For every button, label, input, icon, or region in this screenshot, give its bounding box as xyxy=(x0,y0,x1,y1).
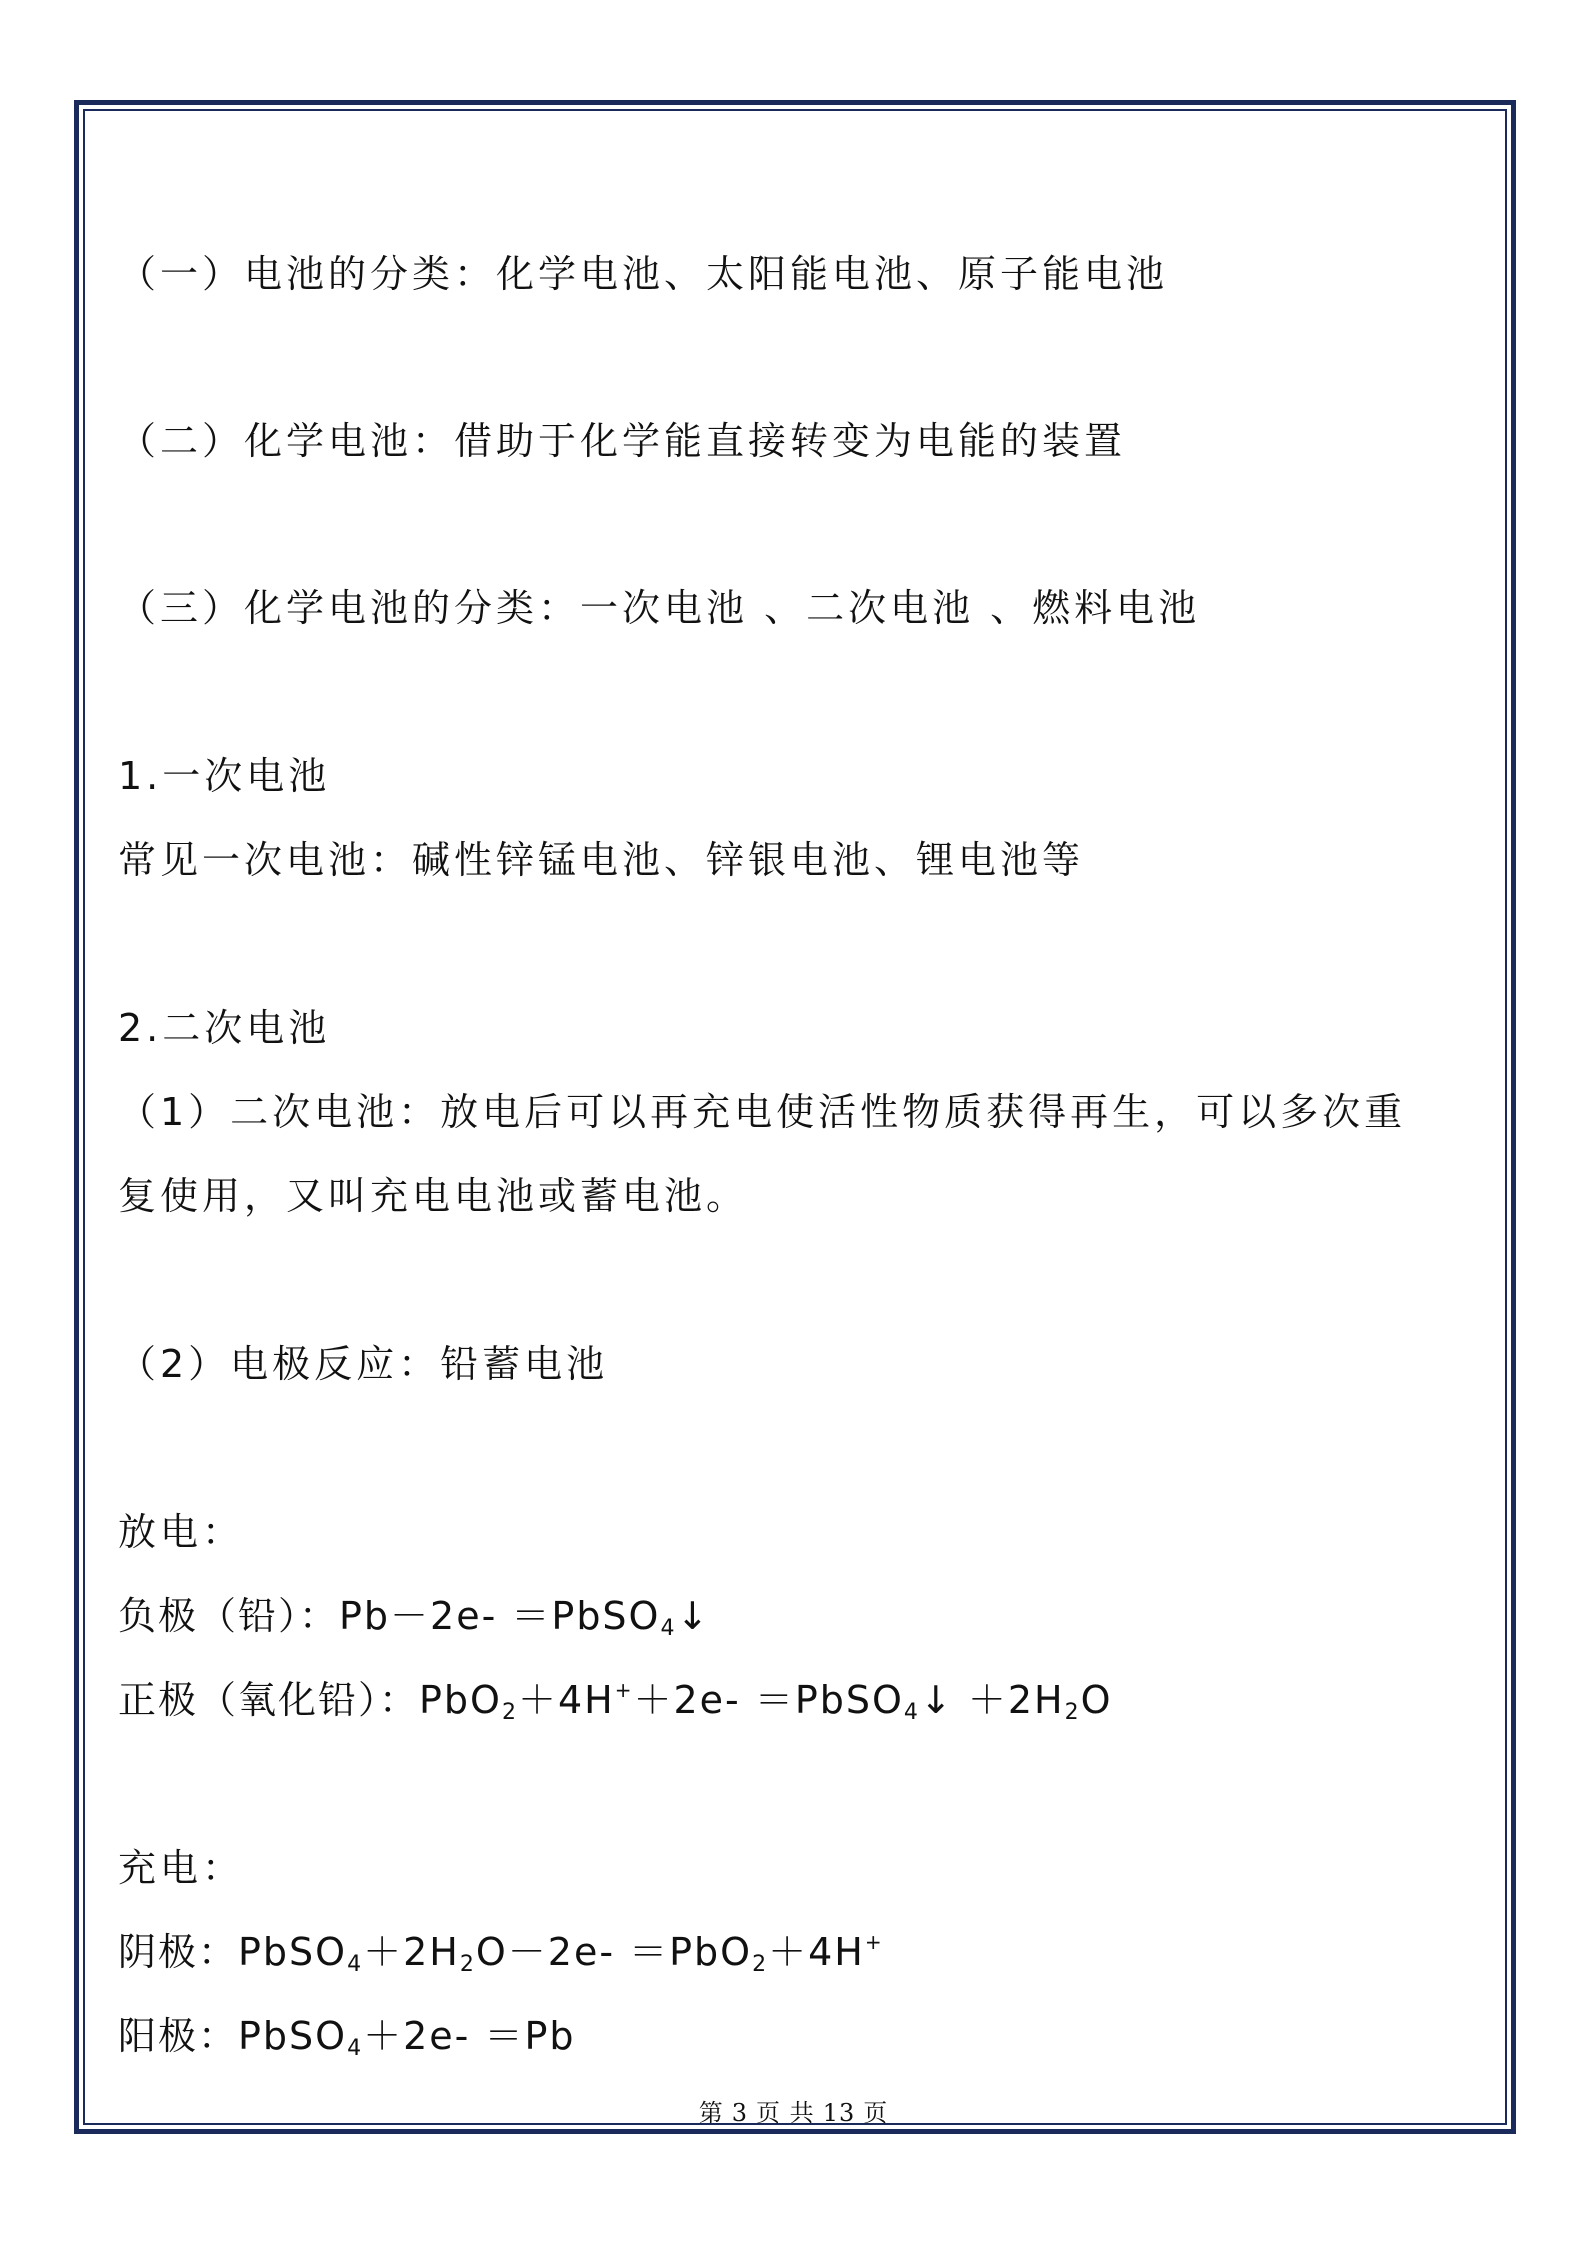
charge-heading: 充电： xyxy=(118,1846,245,1890)
secondary-battery-definition-line-1: （1）二次电池：放电后可以再充电使活性物质获得再生，可以多次重 xyxy=(118,1090,1407,1134)
equation-label: 正极（氧化铅）： xyxy=(118,1678,420,1722)
secondary-battery-definition-line-2: 复使用，又叫充电电池或蓄电池。 xyxy=(118,1174,749,1218)
anode-equation: 阳极：PbSO$_4$＋2e- ＝Pb xyxy=(118,2014,576,2061)
equation-label: 负极（铅）： xyxy=(118,1594,340,1638)
chemical-battery-types-line: （三）化学电池的分类：一次电池 、二次电池 、燃料电池 xyxy=(118,586,1201,630)
chemical-battery-definition-line: （二）化学电池：借助于化学能直接转变为电能的装置 xyxy=(118,419,1127,463)
total-page-count: 13 xyxy=(822,2099,856,2127)
primary-battery-examples-line: 常见一次电池：碱性锌锰电池、锌银电池、锂电池等 xyxy=(118,838,1085,882)
precipitate-arrow-icon: ↓ xyxy=(676,1594,711,1638)
primary-battery-heading: 1.一次电池 xyxy=(118,754,331,798)
negative-electrode-equation: 负极（铅）：Pb－2e- ＝PbSO$_4$↓ xyxy=(118,1594,711,1641)
battery-classification-line: （一）电池的分类：化学电池、太阳能电池、原子能电池 xyxy=(118,252,1169,296)
page-number-footer: 第 3 页 共 13 页 xyxy=(698,2099,889,2127)
secondary-battery-heading: 2.二次电池 xyxy=(118,1006,331,1050)
equation-label: 阳极： xyxy=(118,2014,239,2058)
positive-electrode-equation: 正极（氧化铅）：PbO$_2$＋4H+＋2e- ＝PbSO$_4$↓ $+2H_2O$ xyxy=(118,1678,1113,1725)
discharge-heading: 放电： xyxy=(118,1510,245,1554)
cathode-equation: 阴极：$PbSO_4+2H_2O-2e- =PbO_2+4H^+$ xyxy=(118,1930,884,1977)
electrode-reaction-heading: （2）电极反应：铅蓄电池 xyxy=(118,1342,609,1386)
equation-label: 阴极： xyxy=(118,1930,239,1974)
current-page-number: 3 xyxy=(731,2099,749,2127)
